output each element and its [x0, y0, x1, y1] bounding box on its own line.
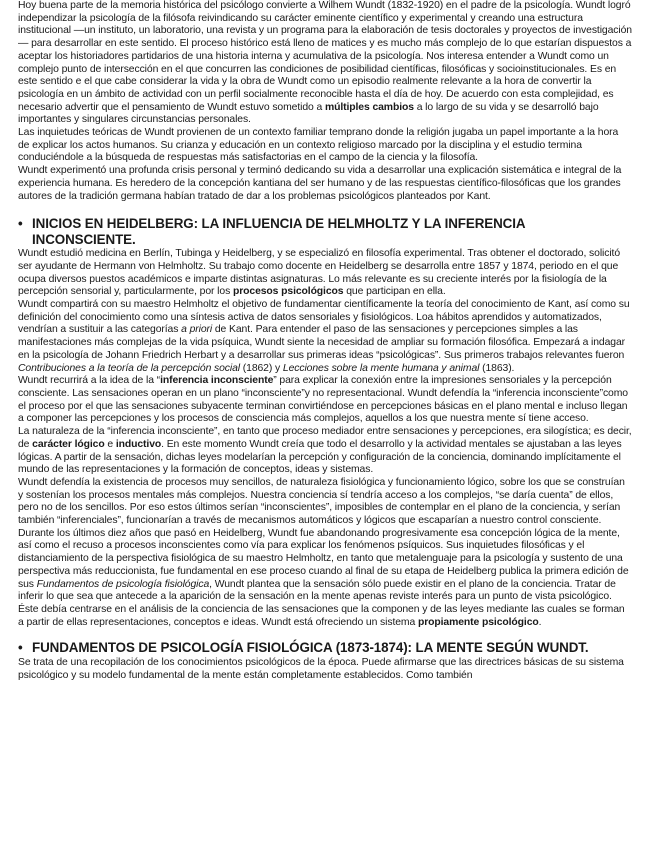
paragraph	[18, 477, 632, 528]
paragraph	[18, 0, 632, 127]
text-run: de Kant. Para entender el paso de las sensaciones y percepciones simples a las manifestaciones más complejas de la vida psíquica, Wundt siente la necesidad de ampliar su formación filosófica. Empezará a indagar en la psicología de Johann Friedrich Herbart y a desarrollar sus primeras ideas “psicológicas”. Sus primeros trabajos relevantes fueron	[18, 324, 626, 361]
italic-text: a priori	[181, 324, 213, 336]
bold-text: procesos psicológicos	[232, 286, 344, 298]
text-run: ” para explicar la conexión entre la impresiones sensoriales y la percepción consciente. Las sensaciones operan en un plano “inconsciente”y no representacional. Wundt defendía la “inferencia inconsciente”como el proceso por el que las sensaciones subyacente terminan convirtiéndose en percepciones básicas en el plano mental e incluso llegan a componer las percepciones y los procesos de consciencia más complejos, aquellos a los que nuestra mente sí tiene acceso.	[18, 375, 628, 425]
paragraph	[18, 528, 632, 630]
bold-text: inferencia inconsciente	[160, 375, 274, 387]
text-run: .	[538, 616, 542, 628]
section-heading-fundamentos	[18, 640, 632, 656]
text-run: Wundt estudió medicina en Berlín, Tubinga y Heidelberg, y se especializó en filosofía experimental. Tras obtener el doctorado, solicitó ser ayudante de Hermann von Helmholtz. Su trabajo como docente en Heidelberg se desarrolla entre 1857 y 1874, periodo en el que ocupa diversos puestos académicos e imparte distintas asignaturas. Lo más relevante es su creciente interés por la fisiología de la percepción sensorial y, particularmente, por los	[18, 248, 621, 298]
paragraph	[18, 299, 632, 375]
text-run: Wundt compartirá con su maestro Helmholtz el objetivo de fundamentar científicamente la teoría del conocimiento de Kant, así como su definición del conocimiento como una síntesis activa de datos sensoriales y fisiológicos. Loa hábitos aprendidos y automatizados, vendrían a sustituir a las categorías	[18, 299, 630, 336]
text-run: (1863).	[479, 362, 515, 374]
text-run: Durante los últimos diez años que pasó en Heidelberg, Wundt fue abandonando progresivamente esa concepción lógica de la mente, así como el recuso a procesos inconscientes como vía para explicar los fenómenos psíquicos. Sus inquietudes filosóficas y el distanciamiento de la perspectiva fisiológica de su maestro Helmholtz, en tanto que metalenguaje para la psicología y sustento de una perspectiva más reduccionista, fue fundamental en ese proceso cuando al final de su etapa de Heidelberg publica la primera edición de sus	[18, 527, 629, 590]
italic-text: Contribuciones a la teoría de la percepción social	[18, 362, 240, 374]
bold-text: carácter lógico	[32, 438, 105, 450]
bold-text: propiamente psicológico	[417, 616, 539, 628]
text-run: La naturaleza de la “inferencia inconsciente”, en tanto que proceso mediador entre sensaciones y percepciones, era silogística; es decir, de	[18, 426, 632, 450]
intro-section	[18, 0, 632, 203]
text-run: . En este momento Wundt creía que todo el desarrollo y la actividad mentales se ajustaban a las leyes lógicas. A partir de la sensación, dichas leyes modelarían la percepción y configuración de la conciencia, dominando implícitamente el mundo de las representaciones y la formación de conceptos, ideas y sistemas.	[18, 438, 622, 476]
bold-text: inductivo	[115, 438, 162, 450]
text-run: (1862) y	[240, 362, 283, 374]
text-run: e	[104, 438, 116, 450]
bold-text: múltiples cambios	[324, 101, 414, 113]
text-run: , Wundt plantea que la sensación sólo puede existir en el plano de la conciencia. Tratar de inferir lo que sea que antecede a la aparición de la sensación en la mente apenas reviste interés para un punto de vista psicológico. Éste debía centrarse en el análisis de la conciencia de las sensaciones que la componen y de las leyes mediante las cuales se forman a partir de ellas representaciones, conceptos e ideas. Wundt está ofreciendo un sistema	[18, 578, 625, 628]
bullet-icon: •	[18, 216, 23, 232]
section-title: FUNDAMENTOS DE PSICOLOGÍA FISIOLÓGICA (1873-1874): LA MENTE SEGÚN WUNDT.	[32, 640, 589, 656]
bullet-icon: •	[18, 640, 23, 656]
section-title: INICIOS EN HEIDELBERG: LA INFLUENCIA DE HELMHOLTZ Y LA INFERENCIA INCONSCIENTE.	[32, 216, 525, 247]
section-heading-heidelberg	[18, 216, 632, 247]
text-run: Wundt experimentó una profunda crisis personal y terminó dedicando su vida a desarrollar una explicación sistemática e integral de la experiencia humana. Es heredero de la concepción kantiana del ser humano y de las respuestas científico-filosóficas que los grandes autores de la tradición germana habían tratado de dar a los problemas psicológicos planteados por Kant.	[18, 165, 622, 202]
italic-text: Lecciones sobre la mente humana y animal	[282, 362, 480, 374]
text-run: Las inquietudes teóricas de Wundt provienen de un contexto familiar temprano donde la religión jugaba un papel importante a la hora de explicar los actos humanos. Su crianza y educación en un contexto religioso marcado por la disciplina y el estudio termina conduciéndole a la búsqueda de respuestas más satisfactorias en el campo de la ciencia y la filosofía.	[18, 127, 619, 164]
paragraph	[18, 657, 632, 682]
paragraph	[18, 426, 632, 477]
text-run: a lo largo de su vida y se desarrolló bajo importantes y singulares circunstancias personales.	[18, 101, 599, 126]
section-body-fundamentos	[18, 657, 632, 682]
text-run: Wundt defendía la existencia de procesos muy sencillos, de naturaleza fisiológica y funcionamiento lógico, sobre los que se construían y sostenían los procesos mentales más complejos. Nuestra conciencia sí tendría acceso a los complejos, “se daría cuenta” de ellos, pero no de los sencillos. Por eso estos últimos serían “inconscientes”, imposibles de contemplar en el plano de la conciencia, y serían también “inferenciales”, funcionarían a través de mecanismos automáticos y lógicos que escaparían a nuestro control consciente.	[18, 476, 625, 527]
paragraph	[18, 375, 632, 426]
text-run: Hoy buena parte de la memoria histórica del psicólogo convierte a Wilhem Wundt (1832-1920) en el padre de la psicología. Wundt logró independizar la psicología de la filósofa reivindicando su carácter eminente científico y experimental y creando una estructura institucional —un instituto, un laboratorio, una revista y un programa para la elaboración de tesis doctorales y proyectos de investigación— para desarrollar en este sentido. El proceso histórico está lleno de matices y es mucho más complejo de lo que estarían dispuestos a aceptar los historiadores partidarios de una historia interna y acumulativa de la psicología. Nos interesa entender a Wundt como un complejo punto de intersección en el que concurren las condiciones de posibilidad científicas, filosóficas y socioinstitucionales. Es en este sentido e el que cabe considerar la vida y la obra de Wundt como un episodio realmente relevante a la hora de convertir la psicología en un ámbito de actividad con un perfil socialmente reconocible hasta el día de hoy. De acuerdo con esta complejidad, es necesario advertir que el pensamiento de Wundt estuvo sometido a	[18, 0, 632, 113]
text-run: Wundt recurrirá a la idea de la “	[18, 375, 161, 387]
italic-text: Fundamentos de psicología fisiológica	[36, 578, 210, 590]
paragraph	[18, 248, 632, 299]
paragraph	[18, 127, 632, 165]
paragraph	[18, 165, 632, 203]
text-run: que participan en ella.	[343, 286, 446, 298]
text-run: Se trata de una recopilación de los conocimientos psicológicos de la época. Puede afirmarse que las directrices básicas de su sistema psicológico y su modelo fundamental de la mente están completamente establecidos. Como también	[18, 656, 624, 681]
section-body-heidelberg	[18, 248, 632, 629]
